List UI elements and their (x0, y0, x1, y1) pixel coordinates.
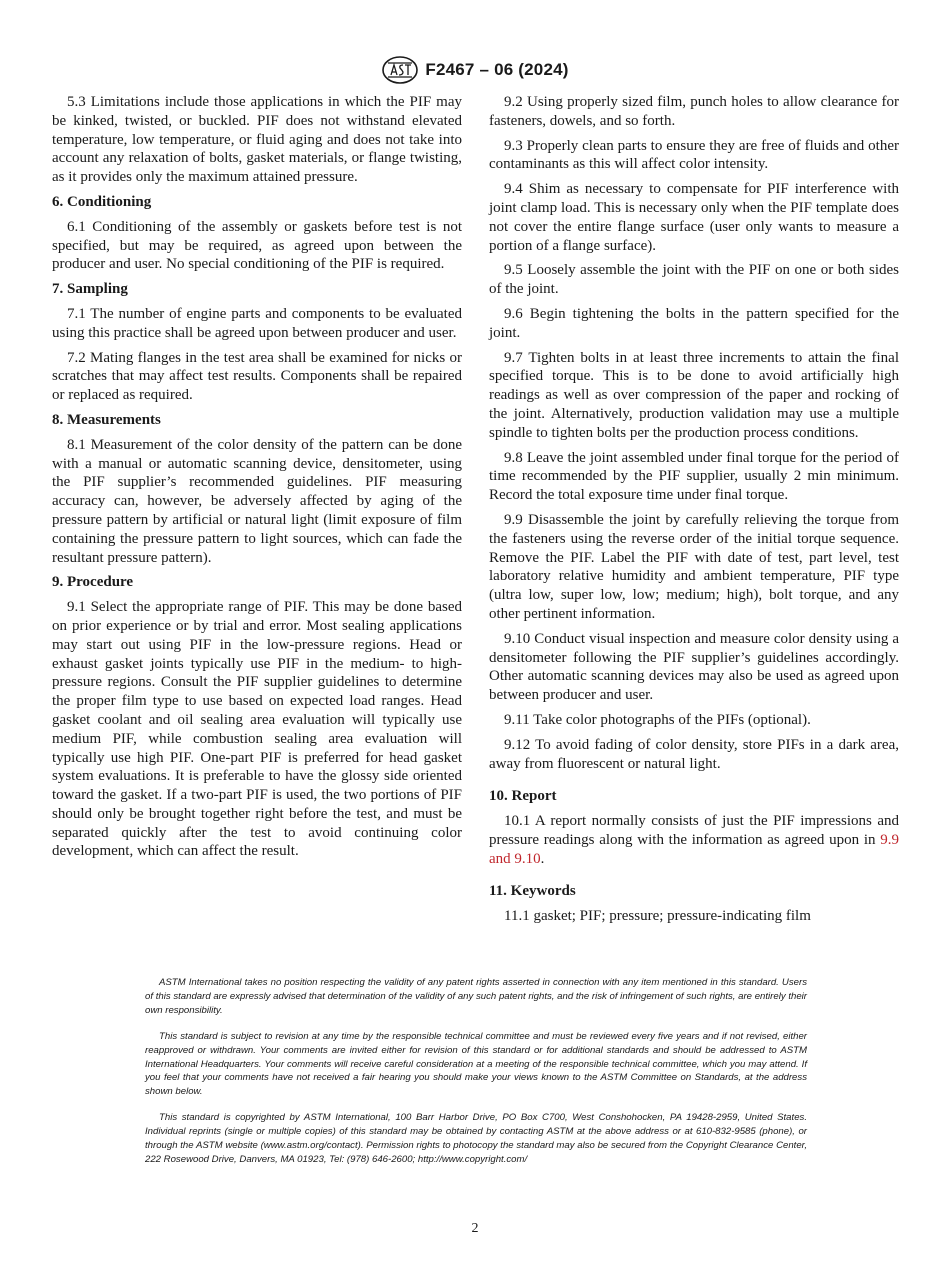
section-heading-keywords: 11. Keywords (489, 883, 576, 900)
paragraph-9-12: 9.12 To avoid fading of color density, store PIFs in a dark area, away from fluorescent or natural light. (489, 736, 899, 772)
section-heading-sampling: 7. Sampling (52, 281, 128, 298)
paragraph-5-3: 5.3 Limitations include those applications in which the PIF may be kinked, twisted, or buckled. PIF does not withstand elevated temperature, low temperature, or fluid aging and does not take into account any relaxation of bolts, gasket materials, or flange twisting, as it provides only the maximum attained pressure. (52, 94, 462, 186)
paragraph-9-4: 9.4 Shim as necessary to compensate for PIF interference with joint clamp load. This is necessary only when the PIF template does not cover the entire flange surface (user only wants to measure a portion of a flange surface). (489, 181, 899, 254)
left-column (52, 93, 462, 867)
paragraph-9-8: 9.8 Leave the joint assembled under final torque for the period of time recommended by the PIF supplier, usually 2 min minimum. Record the total exposure time under final torque. (489, 449, 899, 504)
paragraph-9-6: 9.6 Begin tightening the bolts in the pattern specified for the joint. (489, 305, 899, 341)
page-header (0, 55, 950, 85)
paragraph-10-1 (489, 812, 899, 868)
paragraph-10-1-end: . (540, 850, 545, 867)
paragraph-6-1: 6.1 Conditioning of the assembly or gaskets before test is not specified, but may be required, as agreed upon between the producer and user. No special conditioning of the PIF is required. (52, 218, 462, 273)
paragraph-9-2: 9.2 Using properly sized film, punch holes to allow clearance for fasteners, dowels, and so forth. (489, 94, 899, 129)
paragraph-8-1: 8.1 Measurement of the color density of the pattern can be done with a manual or automatic scanning device, densitometer, using the PIF supplier’s recommended guidelines. PIF measuring accuracy can, however, be adversely affected by aging of the pressure pattern by artificial or natural light (limit exposure of film containing the pressure pattern to light sources, which can fade the resultant pressure pattern). (52, 436, 462, 566)
patent-notice: ASTM International takes no position respecting the validity of any patent rights asserted in connection with any item mentioned in this standard. Users of this standard are expressly advised that determination of the validity of any such patent rights, and the risk of infringement of such rights, are entirely their own responsibility. (145, 977, 807, 1016)
paragraph-9-11: 9.11 Take color photographs of the PIFs (optional). (504, 711, 811, 728)
paragraph-7-2: 7.2 Mating flanges in the test area shall be examined for nicks or scratches that may affect test results. Components shall be repaired or replaced as required. (52, 349, 462, 404)
revision-notice: This standard is subject to revision at any time by the responsible technical committee and must be reviewed every five years and if not revised, either reapproved or withdrawn. Your comments are invited either for revision of this standard or for additional standards and should be addressed to ASTM International Headquarters. Your comments will receive careful consideration at a meeting of the responsible technical committee, which you may attend. If you feel that your comments have not received a fair hearing you should make your views known to the ASTM Committee on Standards, at the address shown below. (145, 1030, 807, 1098)
paragraph-9-3: 9.3 Properly clean parts to ensure they are free of fluids and other contaminants as this will affect color intensity. (489, 137, 899, 173)
cross-reference-link[interactable]: 9.9 and 9.10 (489, 831, 899, 867)
standard-designation: F2467 – 06 (2024) (425, 60, 569, 79)
paragraph-9-1: 9.1 Select the appropriate range of PIF. This may be done based on prior experience or by trial and error. Most sealing applications may start out using PIF in the low-pressure regions. Head or exhaust gasket joints typically use PIF in the medium- to high-pressure regions. Consult the PIF supplier guidelines to determine the proper film type to use based on expected load ranges. Head gasket coolant and oil sealing area evaluation will typically use medium PIF, while combustion sealing area evaluation will typically use high PIF. One-part PIF is preferred for head gasket system evaluations. It is preferable to have the glossy side oriented toward the gasket. If a two-part PIF is used, the two portions of PIF should only be brought together right before the test, and must be separated quickly after the test to avoid continuing color development, which can affect the result. (52, 599, 462, 860)
astm-logo-icon (381, 55, 419, 85)
right-column (489, 93, 899, 932)
paragraph-9-7: 9.7 Tighten bolts in at least three increments to attain the final specified torque. This is to be done to avoid artificially high readings as well as over compression of the paper and rocking of the joint. Alternatively, production validation may use a multiple spindle to tighten bolts per the production process conditions. (489, 349, 899, 441)
section-heading-measurements: 8. Measurements (52, 411, 161, 428)
section-heading-conditioning: 6. Conditioning (52, 193, 152, 210)
paragraph-10-1-text: 10.1 A report normally consists of just the PIF impressions and pressure readings along with the information as agreed upon in (489, 813, 899, 848)
paragraph-9-5: 9.5 Loosely assemble the joint with the PIF on one or both sides of the joint. (489, 262, 899, 298)
page-number: 2 (471, 1221, 479, 1236)
paragraph-11-1: 11.1 gasket; PIF; pressure; pressure-indicating film (504, 908, 811, 925)
paragraph-9-9: 9.9 Disassemble the joint by carefully relieving the torque from the fasteners using the reverse order of the initial torque sequence. Remove the PIF. Label the PIF with date of test, part level, test laboratory relative humidity and ambient temperature, PIF type (ultra low, super low, low; medium; high), bolt torque, and any other pertinent information. (489, 511, 899, 622)
paragraph-9-10: 9.10 Conduct visual inspection and measure color density using a densitometer following the PIF supplier’s guidelines accordingly. Other automatic scanning devices may also be used as agreed upon between producer and user. (489, 630, 899, 704)
copyright-notice: This standard is copyrighted by ASTM International, 100 Barr Harbor Drive, PO Box C700, West Conshohocken, PA 19428-2959, United States. Individual reprints (single or multiple copies) of this standard may be obtained by contacting ASTM at the above address or at 610-832-9585 (phone), or through the ASTM website (www.astm.org/contact). Permission rights to photocopy the standard may also be secured from the Copyright Clearance Center, 222 Rosewood Drive, Danvers, MA 01923, Tel: (978) 646-2600; http://www.copyright.com/ (145, 1112, 807, 1165)
legal-footer (145, 976, 807, 1179)
paragraph-7-1: 7.1 The number of engine parts and components to be evaluated using this practice shall be agreed upon between producer and user. (52, 305, 462, 341)
section-heading-report: 10. Report (489, 788, 557, 805)
section-heading-procedure: 9. Procedure (52, 574, 134, 591)
